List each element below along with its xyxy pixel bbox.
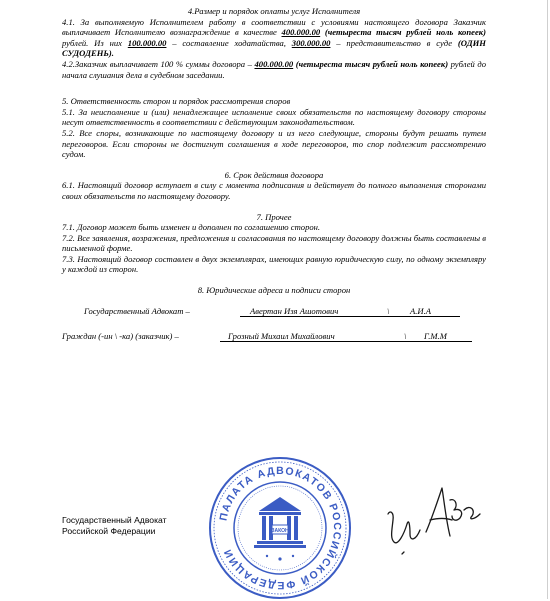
section-5-title: 5. Ответственность сторон и порядок рассмотрения споров xyxy=(62,96,291,107)
section-6-title: 6. Срок действия договора xyxy=(224,169,324,180)
signatory-line-1: Государственный Адвокат xyxy=(62,515,167,525)
seal-center-text: ЗАКОН xyxy=(271,528,289,534)
clause-5-1: 5.1. За неисполнение и (или) ненадлежащее исполнение своих обязательств по настоящему договору стороны несут ответственность в соответствии с действующим законодательством. xyxy=(62,106,486,128)
clause-4-1-days: (ОДИН СУДОДЕНЬ). xyxy=(62,37,486,59)
clause-4-2-amount: 400.000.00 xyxy=(254,58,294,69)
clause-7-1: 7.1. Договор может быть изменен и дополнен по соглашению сторон. xyxy=(62,222,321,233)
seal-ring-text: ПАЛАТА АДВОКАТОВ РОССИЙСКОЙ ФЕДЕРАЦИИ xyxy=(217,464,344,592)
section-8-title: 8. Юридические адреса и подписи сторон xyxy=(197,285,351,296)
section-7-title: 7. Прочее xyxy=(256,211,292,222)
advocate-name: Авертан Изя Ашотович xyxy=(250,305,339,316)
clause-4-1-text-c: – составление ходатайства, xyxy=(166,37,292,48)
section-4-title: 4.Размер и порядок оплаты услуг Исполнителя xyxy=(187,6,361,16)
clause-7-3: 7.3. Настоящий договор составлен в двух экземплярах, имеющих равную юридическую силу, по одному экземпляру у каждой из сторон. xyxy=(62,253,486,275)
clause-4-1-amount: 400.000.00 xyxy=(281,27,321,38)
clause-4-2-amount-words: (четыреста тысяч рублей ноль копеек) xyxy=(295,58,449,69)
client-initials: Г.М.М xyxy=(424,330,447,341)
signatory-line-2: Российской Федерации xyxy=(62,526,156,536)
clause-4-2-text-a: 4.2.Заказчик выплачивает 100 % суммы договора – xyxy=(62,58,255,69)
client-signature-row xyxy=(62,331,486,345)
client-separator: \ xyxy=(404,330,407,341)
handwritten-signature-icon xyxy=(380,480,490,560)
stamp-seal-icon xyxy=(207,455,353,601)
contract-body xyxy=(62,6,486,345)
temple-emblem-icon xyxy=(254,497,306,548)
clause-4-2 xyxy=(62,59,486,80)
client-label: Граждан (-ин \ -ка) (заказчик) – xyxy=(62,330,179,341)
clause-4-1-text-b: рублей. Из них xyxy=(62,37,128,48)
client-name: Грозный Михаил Михайлович xyxy=(228,330,335,341)
clause-7-2: 7.2. Все заявления, возражения, предложения и согласования по настоящему договору должны быть составлены в письменной форме. xyxy=(62,232,486,254)
clause-5-2: 5.2. Все споры, возникающие по настоящему договору и из него следующие, стороны будут решать путем переговоров. Если стороны не достигнут соглашения в ходе переговоров, то спор подлежит рассмотрению судом. xyxy=(62,127,486,160)
clause-4-1-amount-words: (четыреста тысяч рублей ноль копеек) xyxy=(324,27,486,38)
clause-4-2-text-b: рублей до начала слушания дела в судебном заседании. xyxy=(62,58,487,80)
advocate-label: Государственный Адвокат – xyxy=(84,305,190,316)
clause-6-1: 6.1. Настоящий договор вступает в силу с момента подписания и действует до полного выполнения сторонами своих обязательств по настоящему договору. xyxy=(62,180,486,201)
advocate-initials: А.И.А xyxy=(410,305,432,316)
signatory-block xyxy=(62,515,167,537)
clause-4-1-amount-2: 100.000.00 xyxy=(127,37,167,48)
clause-4-1 xyxy=(62,17,486,59)
clause-4-1-text-d: – представительство в суде xyxy=(330,37,458,48)
advocate-separator: \ xyxy=(387,305,390,316)
clause-4-1-amount-3: 300.000.00 xyxy=(291,37,331,48)
advocate-signature-row xyxy=(62,306,486,320)
clause-4-1-text-a: 4.1. За выполняемую Исполнителем работу в соответствии с условиями настоящего договора Заказчик выплачивает Исполнителю вознаграждение в качестве xyxy=(62,16,486,38)
page-edge xyxy=(547,0,548,599)
